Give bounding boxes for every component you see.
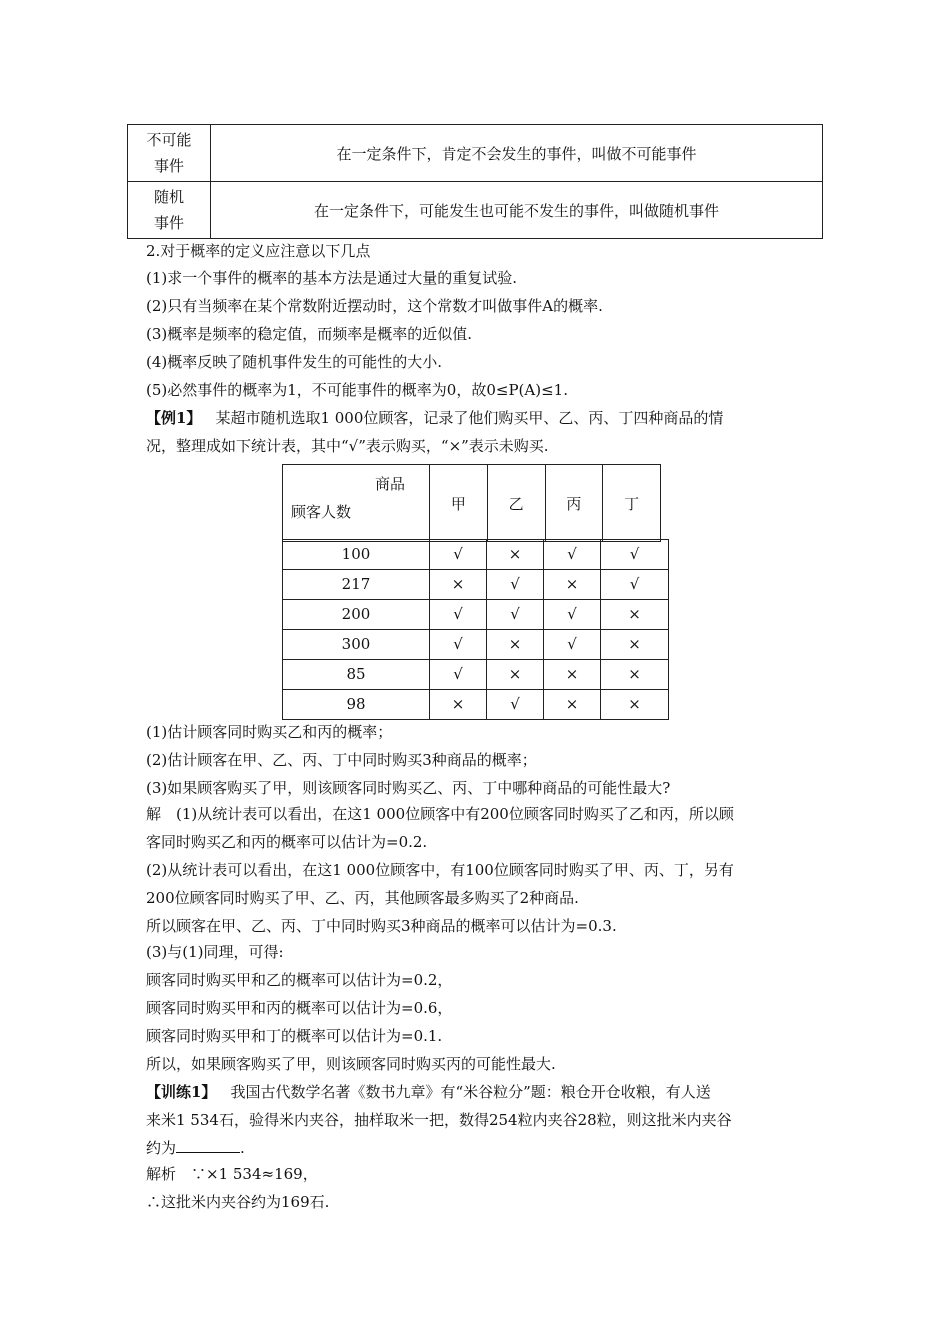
table-row bbox=[128, 182, 823, 239]
table-row bbox=[128, 125, 823, 182]
answer-blank[interactable] bbox=[176, 1138, 240, 1153]
note-item: (5)必然事件的概率为1，不可能事件的概率为0，故0≤P(A)≤1. bbox=[146, 381, 568, 399]
example-intro-cont: 况，整理成如下统计表，其中“√”表示购买，“×”表示未购买. bbox=[146, 437, 549, 455]
mark-cell: √ bbox=[601, 540, 669, 570]
header-goods: 商品 bbox=[375, 475, 406, 493]
term-cell bbox=[128, 125, 211, 182]
solution-line: 客同时购买乙和丙的概率可以估计为=0.2. bbox=[146, 833, 428, 851]
table-row bbox=[283, 600, 669, 630]
diagonal-header-cell bbox=[283, 465, 430, 542]
table-row bbox=[283, 540, 669, 570]
question: (3)如果顾客购买了甲，则该顾客同时购买乙、丙、丁中哪种商品的可能性最大? bbox=[146, 779, 671, 797]
mark-cell: √ bbox=[487, 600, 544, 630]
mark-cell: √ bbox=[430, 660, 487, 690]
analysis-line: ∴这批米内夹谷约为169石. bbox=[146, 1193, 330, 1211]
table-row bbox=[283, 630, 669, 660]
mark-cell: √ bbox=[544, 540, 601, 570]
solution-line: 所以顾客在甲、乙、丙、丁中同时购买3种商品的概率可以估计为=0.3. bbox=[146, 917, 617, 935]
training-label: 【训练1】 bbox=[146, 1083, 217, 1101]
example-label: 【例1】 bbox=[146, 409, 202, 427]
mark-cell: × bbox=[430, 690, 487, 720]
column-header: 丙 bbox=[545, 465, 603, 542]
table-row bbox=[283, 660, 669, 690]
term-line: 不可能 bbox=[146, 131, 192, 149]
mark-cell: × bbox=[544, 660, 601, 690]
column-header: 乙 bbox=[487, 465, 545, 542]
mark-cell: √ bbox=[430, 600, 487, 630]
mark-cell: × bbox=[544, 570, 601, 600]
example-intro bbox=[146, 408, 723, 428]
count-cell: 300 bbox=[283, 630, 430, 660]
solution-line: 顾客同时购买甲和丙的概率可以估计为=0.6， bbox=[146, 999, 453, 1017]
mark-cell: × bbox=[487, 630, 544, 660]
example-text: 某超市随机选取1 000位顾客，记录了他们购买甲、乙、丙、丁四种商品的情 bbox=[215, 409, 724, 427]
note-item: (1)求一个事件的概率的基本方法是通过大量的重复试验. bbox=[146, 269, 518, 287]
solution-line: 顾客同时购买甲和乙的概率可以估计为=0.2， bbox=[146, 971, 453, 989]
desc-cell: 在一定条件下，肯定不会发生的事件，叫做不可能事件 bbox=[211, 125, 823, 182]
note-item: (3)概率是频率的稳定值，而频率是概率的近似值. bbox=[146, 325, 473, 343]
mark-cell: √ bbox=[601, 570, 669, 600]
table-row bbox=[283, 690, 669, 720]
mark-cell: × bbox=[430, 570, 487, 600]
mark-cell: × bbox=[601, 690, 669, 720]
count-cell: 217 bbox=[283, 570, 430, 600]
mark-cell: × bbox=[487, 540, 544, 570]
table-row bbox=[283, 570, 669, 600]
mark-cell: √ bbox=[487, 690, 544, 720]
count-cell: 85 bbox=[283, 660, 430, 690]
solution-line: 解 (1)从统计表可以看出，在这1 000位顾客中有200位顾客同时购买了乙和丙，所以顾 bbox=[146, 805, 734, 823]
notes-title: 2.对于概率的定义应注意以下几点 bbox=[146, 242, 371, 260]
term-line: 事件 bbox=[153, 157, 184, 175]
training-intro bbox=[146, 1082, 711, 1102]
term-line: 随机 bbox=[153, 188, 184, 206]
mark-cell: × bbox=[487, 660, 544, 690]
definition-table bbox=[127, 124, 823, 239]
solution-line: (2)从统计表可以看出，在这1 000位顾客中，有100位顾客同时购买了甲、丙、丁，另有 bbox=[146, 861, 734, 879]
mark-cell: √ bbox=[430, 540, 487, 570]
term-cell bbox=[128, 182, 211, 239]
solution-line: (3)与(1)同理，可得: bbox=[146, 943, 284, 961]
mark-cell: √ bbox=[544, 630, 601, 660]
column-header: 甲 bbox=[430, 465, 488, 542]
mark-cell: × bbox=[544, 690, 601, 720]
column-header: 丁 bbox=[603, 465, 661, 542]
mark-cell: √ bbox=[430, 630, 487, 660]
stat-table-body bbox=[282, 539, 669, 720]
count-cell: 100 bbox=[283, 540, 430, 570]
stat-table-header bbox=[282, 464, 661, 542]
mark-cell: × bbox=[601, 630, 669, 660]
count-cell: 200 bbox=[283, 600, 430, 630]
solution-line: 200位顾客同时购买了甲、乙、丙，其他顾客最多购买了2种商品. bbox=[146, 889, 579, 907]
mark-cell: × bbox=[601, 660, 669, 690]
analysis-line: 解析 ∵×1 534≈169， bbox=[146, 1165, 318, 1183]
training-text-end: 约为 bbox=[146, 1139, 177, 1157]
question: (2)估计顾客在甲、乙、丙、丁中同时购买3种商品的概率； bbox=[146, 751, 537, 769]
note-item: (4)概率反映了随机事件发生的可能性的大小. bbox=[146, 353, 443, 371]
solution-line: 顾客同时购买甲和丁的概率可以估计为=0.1. bbox=[146, 1027, 443, 1045]
mark-cell: √ bbox=[487, 570, 544, 600]
mark-cell: √ bbox=[544, 600, 601, 630]
mark-cell: × bbox=[601, 600, 669, 630]
header-customers: 顾客人数 bbox=[291, 503, 352, 521]
training-text-cont: 来米1 534石，验得米内夹谷，抽样取米一把，数得254粒内夹谷28粒，则这批米内夹谷 bbox=[146, 1111, 732, 1129]
desc-cell: 在一定条件下，可能发生也可能不发生的事件，叫做随机事件 bbox=[211, 182, 823, 239]
term-line: 事件 bbox=[153, 214, 184, 232]
count-cell: 98 bbox=[283, 690, 430, 720]
header-row bbox=[283, 465, 661, 542]
question: (1)估计顾客同时购买乙和丙的概率； bbox=[146, 723, 393, 741]
training-answer-line: 约为 . bbox=[146, 1139, 245, 1157]
training-text: 我国古代数学名著《数书九章》有“米谷粒分”题：粮仓开仓收粮，有人送 bbox=[230, 1083, 711, 1101]
note-item: (2)只有当频率在某个常数附近摆动时，这个常数才叫做事件A的概率. bbox=[146, 297, 603, 315]
solution-line: 所以，如果顾客购买了甲，则该顾客同时购买丙的可能性最大. bbox=[146, 1055, 556, 1073]
